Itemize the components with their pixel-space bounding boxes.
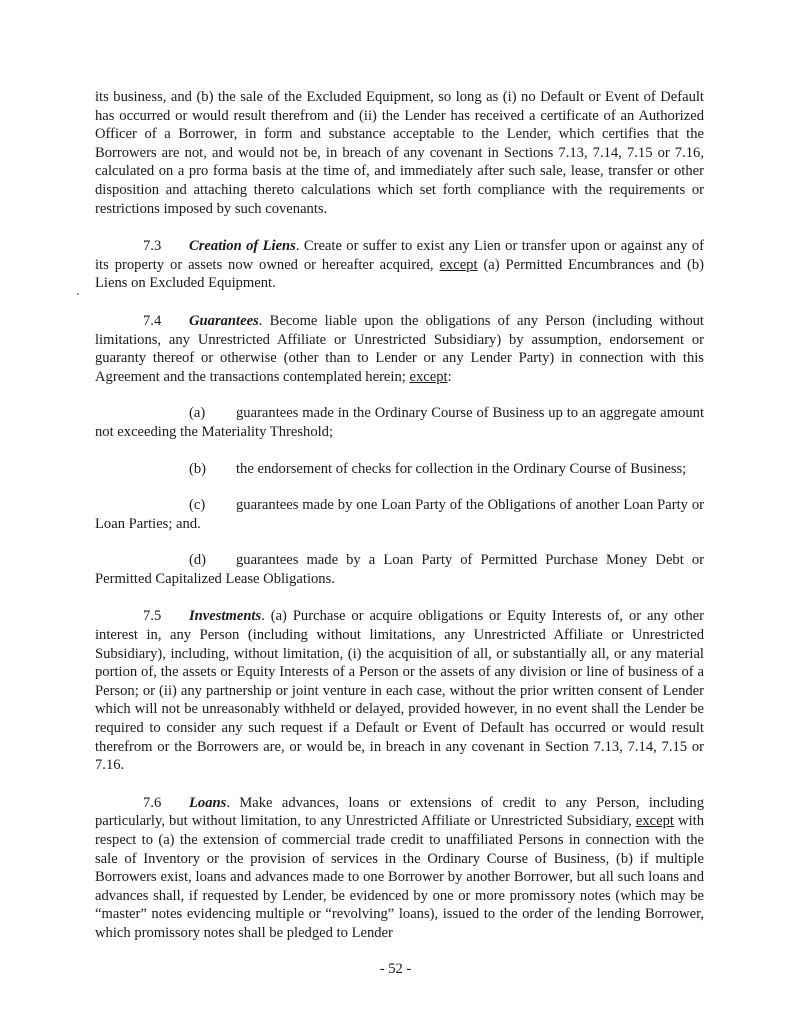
- list-item-c: [95, 496, 704, 533]
- except-word: except: [635, 813, 674, 830]
- except-word: except: [409, 368, 448, 385]
- item-text: the endorsement of checks for collection in the Ordinary Course of Business;: [236, 460, 687, 477]
- section-number: 7.5: [143, 608, 162, 625]
- except-word: except: [439, 256, 478, 273]
- list-item-a: [95, 404, 704, 441]
- section-text: with respect to (a) the extension of commercial trade credit to unaffiliated Persons in connection with the sale of Inventory or the provision of services in the Ordinary Course of Business, (b) if multiple Borrowers exist, loans and advances made to one Borrower by another Borrower, but all such loans and advances shall, if requested by Lender, be evidenced by one or more promissory notes (which may be “master” notes evidencing multiple or “revolving” loans), issued to the order of the lending Borrower, which promissory notes shall be pledged to Lender: [95, 813, 704, 941]
- item-text: guarantees made by one Loan Party of the Obligations of another Loan Party or Loan Parties; and.: [95, 497, 704, 532]
- section-heading: Investments: [189, 608, 262, 625]
- section-7-4: [95, 312, 704, 386]
- section-text: (a) Permitted Encumbrances and (b) Liens on Excluded Equipment.: [95, 256, 704, 292]
- section-text: . Make advances, loans or extensions of credit to any Person, including particularly, but without limitation, to any Unrestricted Affiliate or Unrestricted Subsidiary,: [95, 794, 704, 830]
- section-number: 7.4: [143, 312, 162, 329]
- section-heading: Loans: [189, 794, 227, 811]
- scan-speck: [77, 293, 79, 295]
- item-label: (b): [189, 460, 207, 477]
- item-text: guarantees made in the Ordinary Course of Business up to an aggregate amount not exceeding the Materiality Threshold;: [95, 405, 704, 440]
- section-number: 7.6: [143, 794, 162, 811]
- section-heading: Guarantees: [189, 312, 259, 329]
- section-text: . Become liable upon the obligations of any Person (including without limitations, any Unrestricted Affiliate or Unrestricted Subsidiary) by assumption, endorsement or guaranty thereof or otherwise (other than to Lender or any Lender Party) in connection with this Agreement and the transactions contemplated herein;: [95, 312, 704, 385]
- section-number: 7.3: [143, 238, 162, 255]
- section-7-3: [95, 237, 704, 293]
- list-item-d: [95, 551, 704, 588]
- section-text: :: [447, 368, 452, 385]
- item-text: guarantees made by a Loan Party of Permitted Purchase Money Debt or Permitted Capitalized Lease Obligations.: [95, 552, 704, 587]
- section-heading: Creation of Liens: [189, 238, 296, 255]
- section-7-6: [95, 794, 704, 943]
- page-number: - 52 -: [379, 961, 412, 977]
- intro-paragraph: its business, and (b) the sale of the Excluded Equipment, so long as (i) no Default or Event of Default has occurred or would result therefrom and (ii) the Lender has received a certificate of an Authorized Officer of a Borrower, in form and substance acceptable to the Lender, which certifies that the Borrowers are not, and would not be, in breach of any covenant in Sections 7.13, 7.14, 7.15 or 7.16, calculated on a pro forma basis at the time of, and immediately after such sale, lease, transfer or other disposition and attaching thereto calculations which set forth compliance with the requirements or restrictions imposed by such covenants.: [95, 89, 704, 217]
- item-label: (d): [189, 552, 207, 569]
- list-item-b: [95, 460, 704, 479]
- document-body: [95, 88, 704, 943]
- item-label: (a): [189, 405, 206, 422]
- section-7-5: [95, 607, 704, 774]
- item-label: (c): [189, 497, 206, 514]
- section-text: . Create or suffer to exist any Lien or transfer upon or against any of its property or assets now owned or hereafter acquired,: [95, 238, 704, 273]
- section-text: . (a) Purchase or acquire obligations or Equity Interests of, or any other interest in, any Person (including without limitations, any Unrestricted Affiliate or Unrestricted Subsidiary), including, without limitation, (i) the acquisition of all, or substantially all, or any material portion of, the assets or Equity Interests of a Person or the assets of any division or line of business of a Person; or (ii) any partnership or joint venture in each case, without the prior written consent of Lender which will not be unreasonably withheld or delayed, provided however, in no event shall the Lender be required to consider any such request if a Default or Event of Default has occurred or would result therefrom or the Borrowers are, or would be, in breach in any covenant in Section 7.13, 7.14, 7.15 or 7.16.: [95, 608, 704, 774]
